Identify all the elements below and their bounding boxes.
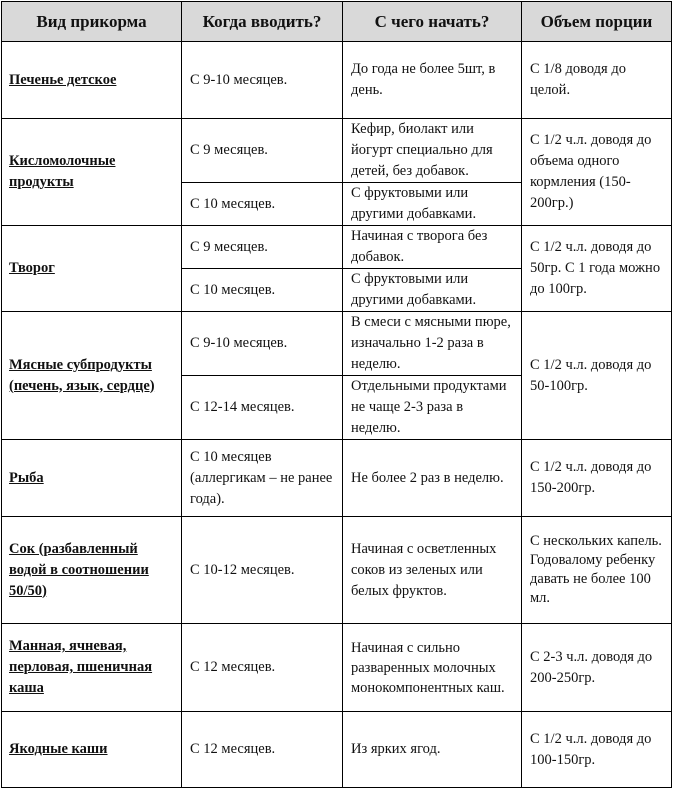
volume-cell: С 1/2 ч.л. доводя до объема одного кормления (150-200гр.) <box>522 119 672 226</box>
table-row <box>2 712 672 788</box>
when-cell: С 10 месяцев. <box>182 183 343 226</box>
food-name: Якодные каши <box>2 712 182 788</box>
start-cell: Не более 2 раз в неделю. <box>343 440 522 517</box>
when-cell: С 12 месяцев. <box>182 712 343 788</box>
table-row <box>2 312 672 376</box>
header-portion: Объем порции <box>522 2 672 42</box>
when-cell: С 10 месяцев (аллергикам – не ранее года). <box>182 440 343 517</box>
start-cell: В смеси с мясными пюре, изначально 1-2 раза в неделю. <box>343 312 522 376</box>
when-cell: С 12 месяцев. <box>182 624 343 712</box>
food-name: Печенье детское <box>2 42 182 119</box>
volume-cell: С 1/2 ч.л. доводя до 100-150гр. <box>522 712 672 788</box>
food-name: Сок (разбавленный водой в соотношении 50/50) <box>2 517 182 624</box>
header-start: С чего начать? <box>343 2 522 42</box>
when-cell: С 10 месяцев. <box>182 269 343 312</box>
header-when: Когда вводить? <box>182 2 343 42</box>
when-cell: С 12-14 месяцев. <box>182 376 343 440</box>
food-name: Мясные субпродукты (печень, язык, сердце) <box>2 312 182 440</box>
volume-cell: С 1/8 доводя до целой. <box>522 42 672 119</box>
start-cell: С фруктовыми или другими добавками. <box>343 183 522 226</box>
start-cell: Из ярких ягод. <box>343 712 522 788</box>
when-cell: С 9-10 месяцев. <box>182 42 343 119</box>
table-row <box>2 42 672 119</box>
start-cell: До года не более 5шт, в день. <box>343 42 522 119</box>
table-row <box>2 440 672 517</box>
table-row <box>2 624 672 712</box>
start-cell: Отдельными продуктами не чаще 2-3 раза в неделю. <box>343 376 522 440</box>
volume-cell: С нескольких капель. Годовалому ребенку давать не более 100 мл. <box>522 517 672 624</box>
start-cell: Начиная с сильно разваренных молочных монокомпонентных каш. <box>343 624 522 712</box>
volume-cell: С 1/2 ч.л. доводя до 50-100гр. <box>522 312 672 440</box>
header-food-type: Вид прикорма <box>2 2 182 42</box>
start-cell: Кефир, биолакт или йогурт специально для детей, без добавок. <box>343 119 522 183</box>
volume-cell: С 1/2 ч.л. доводя до 150-200гр. <box>522 440 672 517</box>
food-name: Творог <box>2 226 182 312</box>
food-name: Рыба <box>2 440 182 517</box>
when-cell: С 9-10 месяцев. <box>182 312 343 376</box>
table-row <box>2 517 672 624</box>
table-row <box>2 119 672 183</box>
food-name: Кисломолочные продукты <box>2 119 182 226</box>
complementary-feeding-table <box>1 1 672 788</box>
table-row <box>2 226 672 269</box>
start-cell: Начиная с осветленных соков из зеленых или белых фруктов. <box>343 517 522 624</box>
food-name: Манная, ячневая, перловая, пшеничная каша <box>2 624 182 712</box>
when-cell: С 9 месяцев. <box>182 226 343 269</box>
when-cell: С 9 месяцев. <box>182 119 343 183</box>
volume-cell: С 2-3 ч.л. доводя до 200-250гр. <box>522 624 672 712</box>
volume-cell: С 1/2 ч.л. доводя до 50гр. С 1 года можно до 100гр. <box>522 226 672 312</box>
when-cell: С 10-12 месяцев. <box>182 517 343 624</box>
start-cell: С фруктовыми или другими добавками. <box>343 269 522 312</box>
start-cell: Начиная с творога без добавок. <box>343 226 522 269</box>
header-row <box>2 2 672 42</box>
